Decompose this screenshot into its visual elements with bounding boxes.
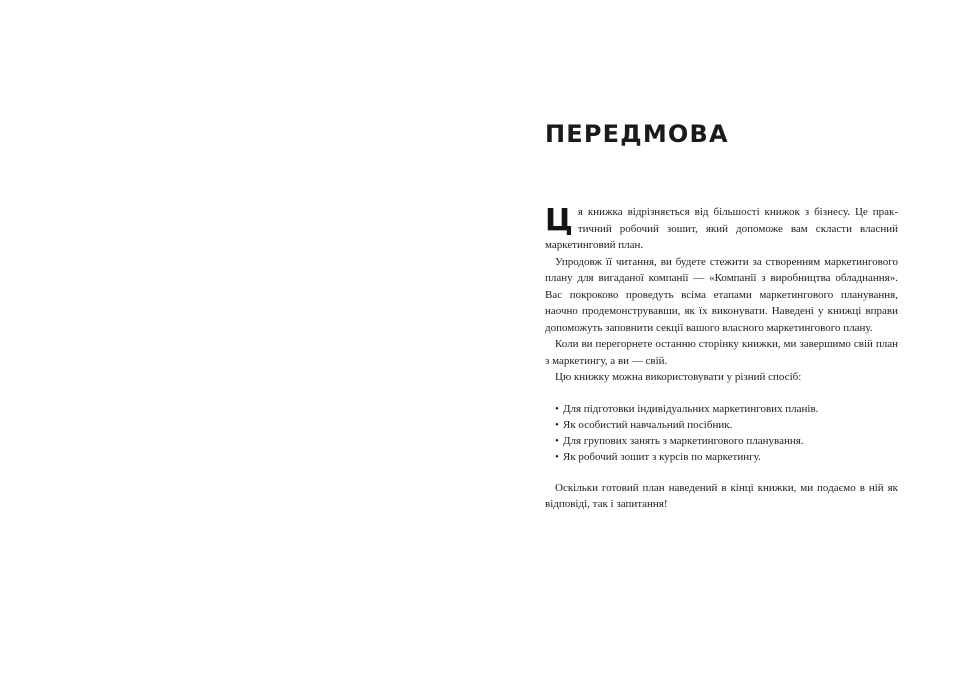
list-item-text: Як особистий навчальний посібник. [563, 418, 733, 431]
page-title: ПЕРЕДМОВА [545, 120, 729, 148]
list-item [545, 417, 898, 433]
list-item-text: Для підготовки індивідуальних маркетингових планів. [563, 402, 819, 415]
body-text [545, 204, 898, 513]
right-page [545, 0, 898, 691]
intro-text: я книжка відрізняється від більшості книжок з бізнесу. Це практичний робочий зошит, який допоможе вам скласти власний маркетинговий план. [545, 206, 898, 251]
paragraph-1: Упродовж її читання, ви будете стежити за створенням маркетингового плану для вигаданої компанії — «Компанії з виробництва обладнання». Вас покроково проведуть всіма етапами маркетингового планування, наочно продемонструвавши, як їх виконувати. Наведені у книжці вправи допоможуть заповнити секції вашого власного маркетингового плану. [545, 255, 898, 334]
closing-paragraph: Оскільки готовий план наведений в кінці книжки, ми подаємо в ній як відповіді, так і запитання! [545, 481, 898, 510]
paragraph-2: Коли ви перегорнете останню сторінку книжки, ми завершимо свій план з маркетингу, а ви — свій. [545, 338, 898, 367]
drop-cap: Ц [545, 203, 573, 238]
bullet-icon: • [555, 434, 559, 447]
list-item [545, 449, 898, 465]
bullet-icon: • [555, 402, 559, 415]
bullet-icon: • [555, 418, 559, 431]
intro-paragraph [545, 204, 898, 254]
list-item [545, 401, 898, 417]
list-item-text: Для групових занять з маркетингового планування. [563, 434, 804, 447]
paragraph-3: Цю книжку можна використовувати у різний спосіб: [555, 371, 802, 383]
bullet-icon: • [555, 450, 559, 463]
usage-list [545, 401, 898, 465]
list-item-text: Як робочий зошит з курсів по маркетингу. [563, 450, 761, 463]
list-item [545, 433, 898, 449]
